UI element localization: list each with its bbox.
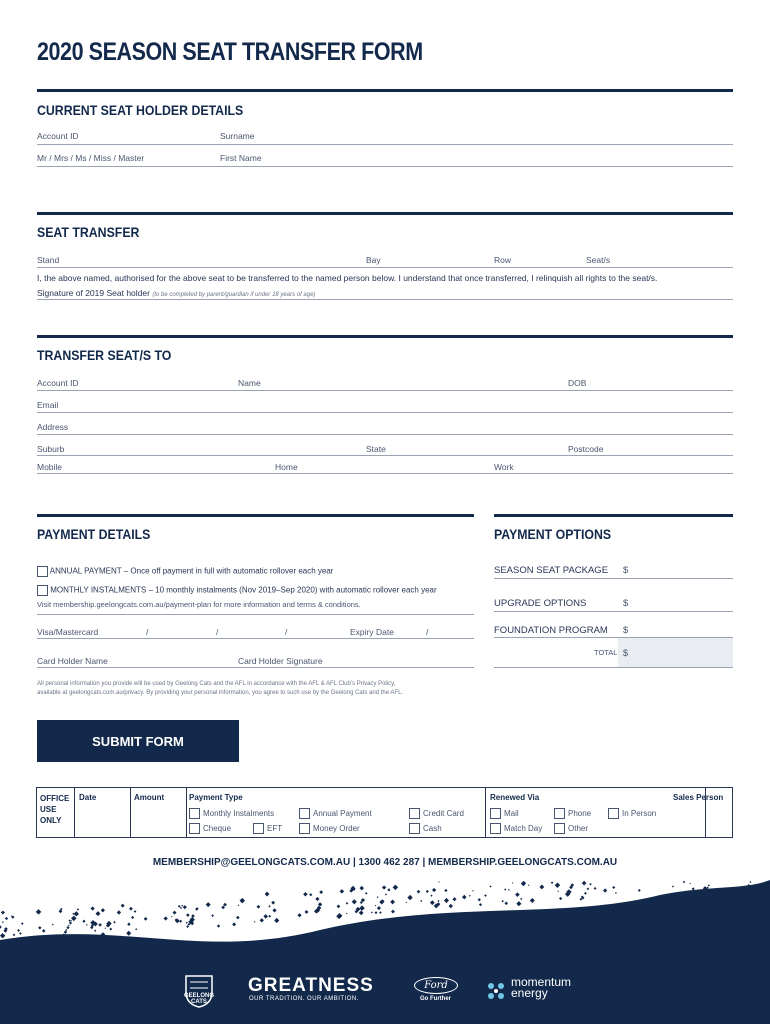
card-holder-signature-label: Card Holder Signature (238, 656, 323, 666)
new-account-field[interactable] (37, 390, 733, 391)
total-box[interactable] (618, 638, 733, 667)
divider (37, 212, 733, 215)
total-currency: $ (623, 648, 629, 658)
current-surname-label: Surname (220, 131, 255, 141)
address-label: Address (37, 422, 69, 432)
mail-text: Mail (504, 809, 519, 818)
package-label: SEASON SEAT PACKAGE (494, 565, 609, 576)
monthly-payment-checkbox[interactable] (37, 585, 48, 596)
in-person-checkbox[interactable] (608, 808, 619, 819)
annual-payment-title: ANNUAL PAYMENT (49, 566, 122, 576)
annual-checkbox[interactable] (299, 808, 310, 819)
seat-field[interactable] (37, 267, 733, 268)
divider (37, 614, 474, 615)
transfer-to-heading: TRANSFER SEAT/S TO (37, 347, 172, 363)
in-person-option[interactable] (608, 808, 656, 819)
divider (37, 514, 474, 517)
current-name-field[interactable] (37, 166, 733, 167)
current-first-name-label: First Name (220, 153, 262, 163)
new-account-id-label: Account ID (37, 378, 79, 388)
upgrade-currency: $ (623, 598, 629, 609)
upgrade-field[interactable] (494, 611, 733, 612)
renewed-via-label: Renewed Via (490, 793, 540, 802)
in-person-text: In Person (622, 809, 657, 818)
current-account-id-label: Account ID (37, 131, 79, 141)
credit-card-checkbox[interactable] (409, 808, 420, 819)
monthly-payment-title: MONTHLY INSTALMENTS (50, 585, 147, 595)
seat-transfer-heading: SEAT TRANSFER (37, 224, 140, 240)
monthly-instalments-option[interactable] (189, 808, 274, 819)
mobile-label: Mobile (37, 462, 63, 472)
card-slash: / (285, 627, 288, 637)
signature-label-text: Signature of 2019 Seat holder (37, 288, 150, 298)
divider (494, 667, 733, 668)
ford-logo (414, 977, 458, 994)
annual-option[interactable] (299, 808, 372, 819)
monthly-payment-desc: – 10 monthly instalments (Nov 2019–Sep 2020) with automatic rollover each year (146, 585, 437, 595)
privacy-line-2: available at geelongcats.com.au/privacy. By providing your personal information, you agree to such use by the Geelong Cats and the AFL. (37, 690, 404, 696)
momentum-logo (511, 977, 571, 999)
home-label: Home (275, 462, 298, 472)
annual-payment-checkbox[interactable] (37, 566, 48, 577)
email-label: Email (37, 400, 59, 410)
new-name-label: Name (238, 378, 261, 388)
upgrade-label: UPGRADE OPTIONS (494, 598, 587, 609)
signature-field[interactable] (37, 299, 733, 300)
eft-text: EFT (267, 824, 283, 833)
sales-person-label: Sales Person (673, 793, 724, 802)
package-field[interactable] (494, 578, 733, 579)
bay-label: Bay (366, 255, 381, 265)
current-account-field[interactable] (37, 144, 733, 145)
match-day-option[interactable] (490, 823, 542, 834)
card-number-label: Visa/Mastercard (37, 627, 99, 637)
signature-label (37, 288, 315, 298)
cash-checkbox[interactable] (409, 823, 420, 834)
address-field[interactable] (37, 434, 733, 435)
suburb-label: Suburb (37, 444, 65, 454)
divider (37, 89, 733, 92)
dob-label: DOB (568, 378, 587, 388)
payment-type-col (187, 788, 486, 837)
money-order-text: Money Order (313, 824, 360, 833)
match-day-text: Match Day (504, 824, 543, 833)
state-label: State (366, 444, 386, 454)
date-col (75, 788, 131, 837)
suburb-field[interactable] (37, 455, 733, 456)
page-title: 2020 SEASON SEAT TRANSFER FORM (37, 38, 423, 66)
card-holder-field[interactable] (37, 667, 474, 668)
privacy-line-1: All personal information you provide will be used by Geelong Cats and the AFL in accordance with the AFL & AFL Club’s Privacy Policy, (37, 681, 396, 687)
divider (494, 514, 733, 517)
office-use-table (36, 787, 733, 838)
contact-line: MEMBERSHIP@GEELONGCATS.COM.AU | 1300 462 287 | MEMBERSHIP.GEELONGCATS.COM.AU (152, 857, 618, 868)
other-text: Other (568, 824, 589, 833)
phone-field[interactable] (37, 473, 733, 474)
ford-tagline: Go Further (420, 996, 451, 1002)
work-label: Work (494, 462, 514, 472)
submit-form-button[interactable]: SUBMIT FORM (37, 720, 239, 762)
match-day-checkbox[interactable] (490, 823, 501, 834)
cheque-text: Cheque (203, 824, 232, 833)
cats-logo-text: GEELONG CATS (184, 993, 215, 1005)
other-checkbox[interactable] (554, 823, 565, 834)
postcode-label: Postcode (568, 444, 604, 454)
footer-pattern (0, 880, 770, 1024)
stand-label: Stand (37, 255, 60, 265)
email-field[interactable] (37, 412, 733, 413)
expiry-slash: / (426, 627, 429, 637)
cash-option[interactable] (409, 823, 442, 834)
current-holder-heading: CURRENT SEAT HOLDER DETAILS (37, 102, 244, 118)
greatness-tagline: OUR TRADITION. OUR AMBITION. (249, 996, 359, 1002)
package-currency: $ (623, 565, 629, 576)
greatness-logo: GREATNESS (248, 975, 374, 996)
annual-payment-desc: – Once off payment in full with automatic rollover each year (121, 566, 334, 576)
momentum-logo-line1: momentum (511, 975, 572, 989)
monthly-instalments-checkbox[interactable] (189, 808, 200, 819)
payment-options-heading: PAYMENT OPTIONS (494, 526, 612, 542)
mail-checkbox[interactable] (490, 808, 501, 819)
credit-card-option[interactable] (409, 808, 464, 819)
row-label: Row (494, 255, 512, 265)
annual-payment-option[interactable] (37, 566, 333, 577)
office-amount-label: Amount (134, 793, 165, 802)
foundation-currency: $ (623, 625, 629, 636)
monthly-instalments-text: Monthly Instalments (203, 809, 275, 818)
office-use-col (37, 788, 75, 837)
payment-details-heading: PAYMENT DETAILS (37, 526, 151, 542)
card-number-field[interactable] (37, 638, 474, 639)
money-order-checkbox[interactable] (299, 823, 310, 834)
total-label: TOTAL (594, 648, 618, 657)
cats-logo (184, 972, 214, 1008)
expiry-label: Expiry Date (350, 627, 394, 637)
phone-option[interactable] (554, 808, 591, 819)
office-use-label: OFFICE USE ONLY (40, 794, 70, 825)
card-holder-name-label: Card Holder Name (37, 656, 108, 666)
money-order-option[interactable] (299, 823, 360, 834)
card-slash: / (216, 627, 219, 637)
cheque-checkbox[interactable] (189, 823, 200, 834)
office-date-label: Date (79, 793, 97, 802)
monthly-payment-option[interactable] (37, 585, 437, 596)
signature-note: (to be completed by parent/guardian if under 18 years of age) (152, 292, 316, 298)
annual-text: Annual Payment (313, 809, 372, 818)
foundation-label: FOUNDATION PROGRAM (494, 625, 608, 636)
momentum-icon (486, 981, 508, 1001)
ford-logo-text: Ford (424, 980, 448, 991)
phone-text: Phone (568, 809, 592, 818)
eft-option[interactable] (253, 823, 282, 834)
cash-text: Cash (423, 824, 442, 833)
payment-type-label: Payment Type (189, 793, 243, 802)
divider (37, 335, 733, 338)
card-slash: / (146, 627, 149, 637)
declaration-text: I, the above named, authorised for the above seat to be transferred to the named person below. I understand that once transferred, I relinquish all rights to the seat/s. (37, 273, 658, 283)
amount-col (131, 788, 187, 837)
eft-checkbox[interactable] (253, 823, 264, 834)
phone-checkbox[interactable] (554, 808, 565, 819)
payment-plan-info: Visit membership.geelongcats.com.au/payment-plan for more information and terms & conditions. (37, 600, 361, 609)
other-option[interactable] (554, 823, 588, 834)
mail-option[interactable] (490, 808, 519, 819)
cheque-option[interactable] (189, 823, 231, 834)
credit-card-text: Credit Card (423, 809, 464, 818)
seats-label: Seat/s (586, 255, 611, 265)
salutation-label: Mr / Mrs / Ms / Miss / Master (37, 153, 145, 163)
momentum-logo-line2: energy (511, 986, 548, 1000)
